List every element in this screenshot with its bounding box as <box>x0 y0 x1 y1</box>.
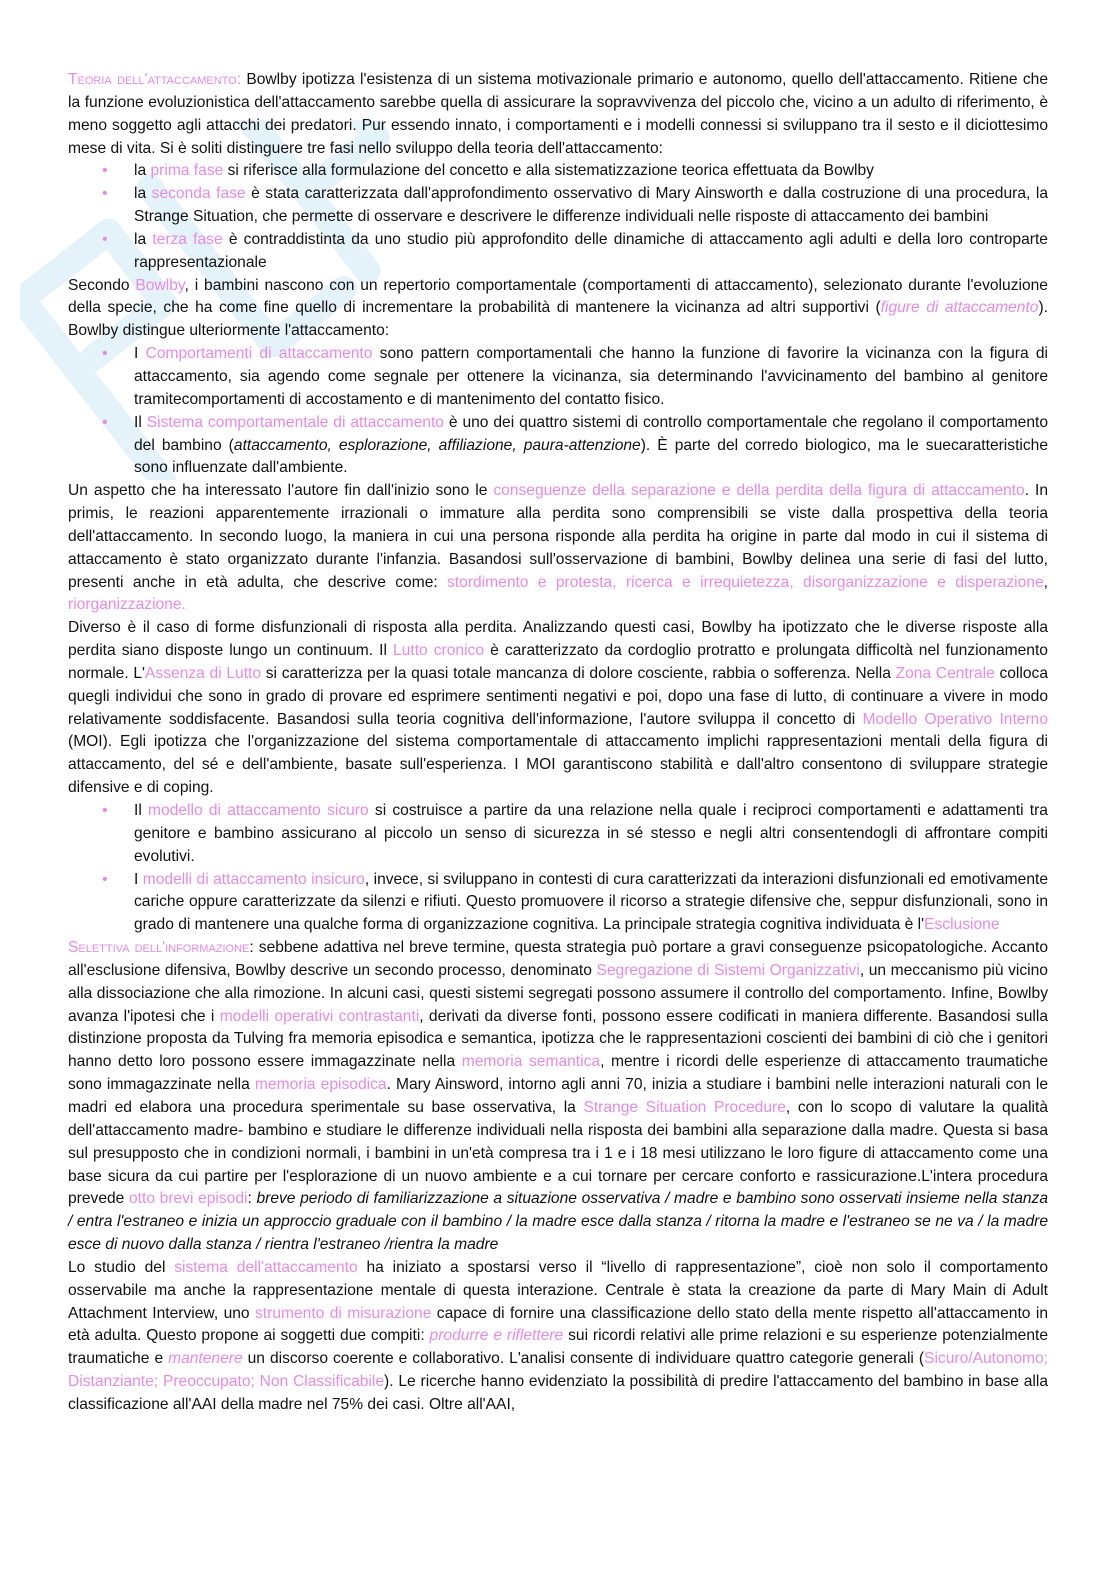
section-label-selective: Selettiva dell'informazione <box>68 939 250 957</box>
document-body <box>68 69 1048 1417</box>
list-item: • I modelli di attaccamento insicuro, invece, si sviluppano in contesti di cura caratterizzati da interazioni disfunzionali ed emotivamente cariche oppure caratterizzate da silenzi e rifiuti. Questo promuovere il ricorso a strategie difensive che, seppur disfunzionali, sono in grado di mantenere una qualche forma di organizzazione cognitiva. La principale strategia cognitiva individuata è l'Esclusione <box>68 869 1048 938</box>
phases-list <box>68 160 1048 274</box>
paragraph-representation: Lo studio del sistema dell'attaccamento ha iniziato a spostarsi verso il “livello di rappresentazione”, cioè non solo il comportamento osservabile ma anche la rappresentazione mentale di questa interazione. Centrale è stata la creazione da parte di Mary Main di Adult Attachment Interview, uno strumento di misurazione capace di fornire una classificazione dello stato della mente rispetto all'attaccamento in età adulta. Questo propone ai soggetti due compiti: produrre e riflettere sui ricordi relativi alle prime relazioni e su esperienze potenzialmente traumatiche e mantenere un discorso coerente e collaborativo. L'analisi consente di individuare quattro categorie generali (Sicuro/Autonomo; Distanziante; Preoccupato; Non Classificabile). Le ricerche hanno evidenziato la possibilità di predire l'attaccamento del bambino in base alla classificazione all'AAI della madre nel 75% dei casi. Oltre all'AAI, <box>68 1258 1049 1413</box>
paragraph-theory: Teoria dell'attaccamento: Bowlby ipotizza l'esistenza di un sistema motivazionale primario e autonomo, quello dell'attaccamento. Ritiene che la funzione evoluzionistica dell'attaccamento sarebbe quella di assicurare la sopravvivenza del piccolo che, vicino a un adulto di riferimento, è meno soggetto agli attacchi dei predatori. Pur essendo innato, i comportamenti e i modelli connessi si sviluppano tra il sesto e il diciottesimo mese di vita. Si è soliti distinguere tre fasi nello sviluppo della teoria dell'attaccamento: <box>68 71 1048 157</box>
paragraph-selective: Selettiva dell'informazione: sebbene adattiva nel breve termine, questa strategia può portare a gravi conseguenze psicopatologiche. Accanto all'esclusione difensiva, Bowlby descrive un secondo processo, denominato Segregazione di Sistemi Organizzativi, un meccanismo più vicino alla dissociazione che alla rimozione. In alcuni casi, questi sistemi segregati possono assumere il controllo del comportamento. Infine, Bowlby avanza l'ipotesi che i modelli operativi contrastanti, derivati da diverse fonti, possono essere codificati in maniera differente. Basandosi sulla distinzione proposta da Tulving fra memoria episodica e semantica, ipotizza che le rappresentazioni coscienti dei bambini di ciò che i genitori hanno detto loro possono essere immagazzinate nella memoria semantica, mentre i ricordi delle esperienze di attaccamento traumatiche sono immagazzinate nella memoria episodica. Mary Ainsword, intorno agli anni 70, inizia a studiare i bambini nelle interazioni naturali con le madri ed elabora una procedura sperimentale su base osservativa, la Strange Situation Procedure, con lo scopo di valutare la qualità dell'attaccamento madre- bambino e studiare le differenze individuali nella risposta dei bambini alla separazione dalla madre. Questa si basa sul presupposto che in condizioni normali, i bambini in un'età compresa tra i 1 e i 18 mesi utilizzano le loro figure di attaccamento come una base sicura da cui partire per l'esplorazione di un nuovo ambiente e a cui tornare per cercare conforto e rassicurazione.L'intera procedura prevede otto brevi episodi: breve periodo di familiarizzazione a situazione osservativa / madre e bambino sono osservati insieme nella stanza / entra l'estraneo e inizia un approccio graduale con il bambino / la madre esce dalla stanza / ritorna la madre e l'estraneo se ne va / la madre esce di nuovo dalla stanza / rientra l'estraneo /rientra la madre <box>68 939 1049 1254</box>
list-item: • la terza fase è contraddistinta da uno studio più approfondito delle dinamiche di attaccamento agli adulti e della loro controparte rappresentazionale <box>68 229 1048 275</box>
list-item: • la prima fase si riferisce alla formulazione del concetto e alla sistematizzazione teorica effettuata da Bowlby <box>68 160 1048 183</box>
list-item: • I Comportamenti di attaccamento sono pattern comportamentali che hanno la funzione di favorire la vicinanza con la figura di attaccamento, sia agendo come segnale per ottenere la vicinanza, sia determinando l'avvicinamento del bambino al genitore tramitecomportamenti di accostamento e di mantenimento del contatto fisico. <box>68 343 1048 412</box>
paragraph-loss: Un aspetto che ha interessato l'autore fin dall'inizio sono le conseguenze della separazione e della perdita della figura di attaccamento. In primis, le reazioni apparentemente irrazionali o immature alla perdita sono comprensibili se viste dalla prospettiva della teoria dell'attaccamento. In secondo luogo, la maniera in cui una persona risponde alla perdita ha origine in parte dal modo in cui il sistema di attaccamento è stato organizzato durante l'infanzia. Basandosi sull'osservazione di bambini, Bowlby delinea una serie di fasi del lutto, presenti anche in età adulta, che descrive come: stordimento e protesta, ricerca e irrequietezza, disorganizzazione e disperazione, riorganizzazione. <box>68 482 1048 614</box>
paragraph-bowlby: Secondo Bowlby, i bambini nascono con un repertorio comportamentale (comportamenti di attaccamento), selezionato durante l'evoluzione della specie, che ha come fine quello di incrementare la probabilità di mantenere la vicinanza ad altri supportivi (figure di attaccamento). Bowlby distingue ulteriormente l'attaccamento: <box>68 276 1048 340</box>
list-item: • Il Sistema comportamentale di attaccamento è uno dei quattro sistemi di controllo comportamentale che regolano il comportamento del bambino (attaccamento, esplorazione, affiliazione, paura-attenzione). È parte del corredo biologico, ma le suecaratteristiche sono influenzate dall'ambiente. <box>68 412 1048 481</box>
list-item: • la seconda fase è stata caratterizzata dall'approfondimento osservativo di Mary Ainsworth e dalla costruzione di una procedura, la Strange Situation, che permette di osservare e descrivere le differenze individuali nelle risposte di attaccamento dei bambini <box>68 183 1048 229</box>
section-label-theory: Teoria dell'attaccamento: <box>68 71 242 88</box>
attachment-kinds-list <box>68 343 1048 480</box>
list-item: • Il modello di attaccamento sicuro si costruisce a partire da una relazione nella quale i reciproci comportamenti e adattamenti tra genitore e bambino assicurano al piccolo un senso di sicurezza in sé stesso e negli altri consentendogli di affrontare compiti evolutivi. <box>68 800 1048 869</box>
paragraph-mourning: Diverso è il caso di forme disfunzionali di risposta alla perdita. Analizzando questi casi, Bowlby ha ipotizzato che le diverse risposte alla perdita siano disposte lungo un continuum. Il Lutto cronico è caratterizzato da cordoglio protratto e prolungata difficoltà nel funzionamento normale. L'Assenza di Lutto si caratterizza per la quasi totale mancanza di dolore cosciente, rabbia o sofferenza. Nella Zona Centrale colloca quegli individui che sono in grado di provare ed esprimere sentimenti negativi e poi, dopo una fase di lutto, di continuare a vivere in modo relativamente soddisfacente. Basandosi sulla teoria cognitiva dell'informazione, l'autore sviluppa il concetto di Modello Operativo Interno (MOI). Egli ipotizza che l'organizzazione del sistema comportamentale di attaccamento implichi rappresentazioni mentali della figura di attaccamento, del sé e dell'ambiente, basate sull'esperienza. I MOI garantiscono stabilità e dall'altro consentono di sviluppare strategie difensive e di coping. <box>68 619 1048 797</box>
models-list <box>68 800 1048 937</box>
